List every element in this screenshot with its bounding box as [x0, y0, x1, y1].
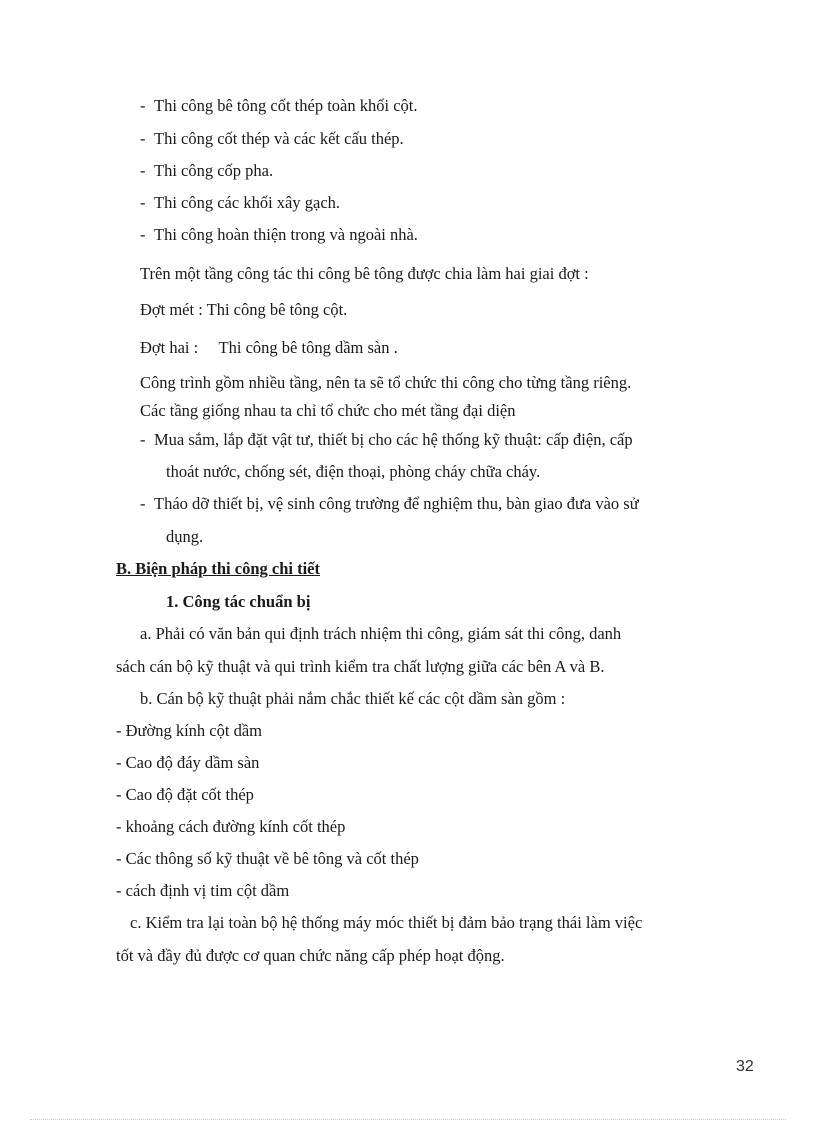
bullet-item [140, 494, 639, 514]
bullet-item [140, 225, 418, 245]
bullet-item [140, 193, 340, 213]
line-text: Thi công các khối xây gạch. [154, 193, 341, 212]
bullet-dash: - [140, 161, 146, 180]
bullet-dash: - [140, 494, 146, 513]
line-text: Thi công cốt thép và các kết cấu thép. [154, 129, 404, 148]
bullet-dash: - [140, 225, 146, 244]
bullet-item [140, 129, 404, 149]
bullet-dash: - [140, 430, 146, 449]
line-text: Mua sắm, lắp đặt vật tư, thiết bị cho các hệ thống kỹ thuật: cấp điện, cấp [154, 430, 633, 449]
list-line: - cách định vị tim cột dầm [116, 881, 290, 900]
bullet-continuation: thoát nước, chống sét, điện thoại, phòng cháy chữa cháy. [166, 462, 541, 481]
paragraph-line: Các tầng giống nhau ta chỉ tổ chức cho mét tầng đại diện [140, 401, 516, 420]
page-number: 32 [736, 1058, 754, 1075]
paragraph-line: a. Phải có văn bản qui định trách nhiệm thi công, giám sát thi công, danh [140, 624, 622, 643]
section-heading: B. Biện pháp thi công chi tiết [116, 559, 320, 578]
bullet-item [140, 430, 633, 450]
paragraph-line: sách cán bộ kỹ thuật và qui trình kiểm tra chất lượng giữa các bên A và B. [116, 657, 605, 676]
paragraph-line: Đợt mét : Thi công bê tông cột. [140, 300, 348, 319]
paragraph-line: Trên một tầng công tác thi công bê tông được chia làm hai giai đợt : [140, 264, 589, 283]
list-line: - khoảng cách đường kính cốt thép [116, 817, 346, 836]
paragraph-line: Đợt hai : Thi công bê tông dầm sàn . [140, 338, 398, 357]
paragraph-line: c. Kiểm tra lại toàn bộ hệ thống máy móc thiết bị đảm bảo trạng thái làm việc [130, 913, 643, 932]
bullet-dash: - [140, 129, 146, 148]
list-line: - Cao độ đáy dầm sàn [116, 753, 260, 772]
footer-divider [30, 1119, 786, 1120]
subsection-heading: 1. Công tác chuẩn bị [166, 592, 311, 611]
bullet-continuation: dụng. [166, 527, 204, 546]
bullet-dash: - [140, 96, 146, 115]
bullet-item [140, 96, 417, 116]
bullet-item [140, 161, 273, 181]
line-text: Thi công bê tông cốt thép toàn khối cột. [154, 96, 418, 115]
paragraph-line: Công trình gồm nhiều tầng, nên ta sẽ tổ chức thi công cho từng tầng riêng. [140, 373, 632, 392]
line-text: Thi công cốp pha. [154, 161, 274, 180]
list-line: - Đường kính cột dầm [116, 721, 262, 740]
line-text: Thi công hoàn thiện trong và ngoài nhà. [154, 225, 418, 244]
list-line: - Các thông số kỹ thuật về bê tông và cốt thép [116, 849, 419, 868]
bullet-dash: - [140, 193, 146, 212]
paragraph-line: tốt và đầy đủ được cơ quan chức năng cấp phép hoạt động. [116, 946, 505, 965]
list-line: - Cao độ đặt cốt thép [116, 785, 254, 804]
line-text: Tháo dỡ thiết bị, vệ sinh công trường để nghiệm thu, bàn giao đưa vào sử [154, 494, 639, 513]
paragraph-line: b. Cán bộ kỹ thuật phải nắm chắc thiết kế các cột dầm sàn gồm : [140, 689, 566, 708]
